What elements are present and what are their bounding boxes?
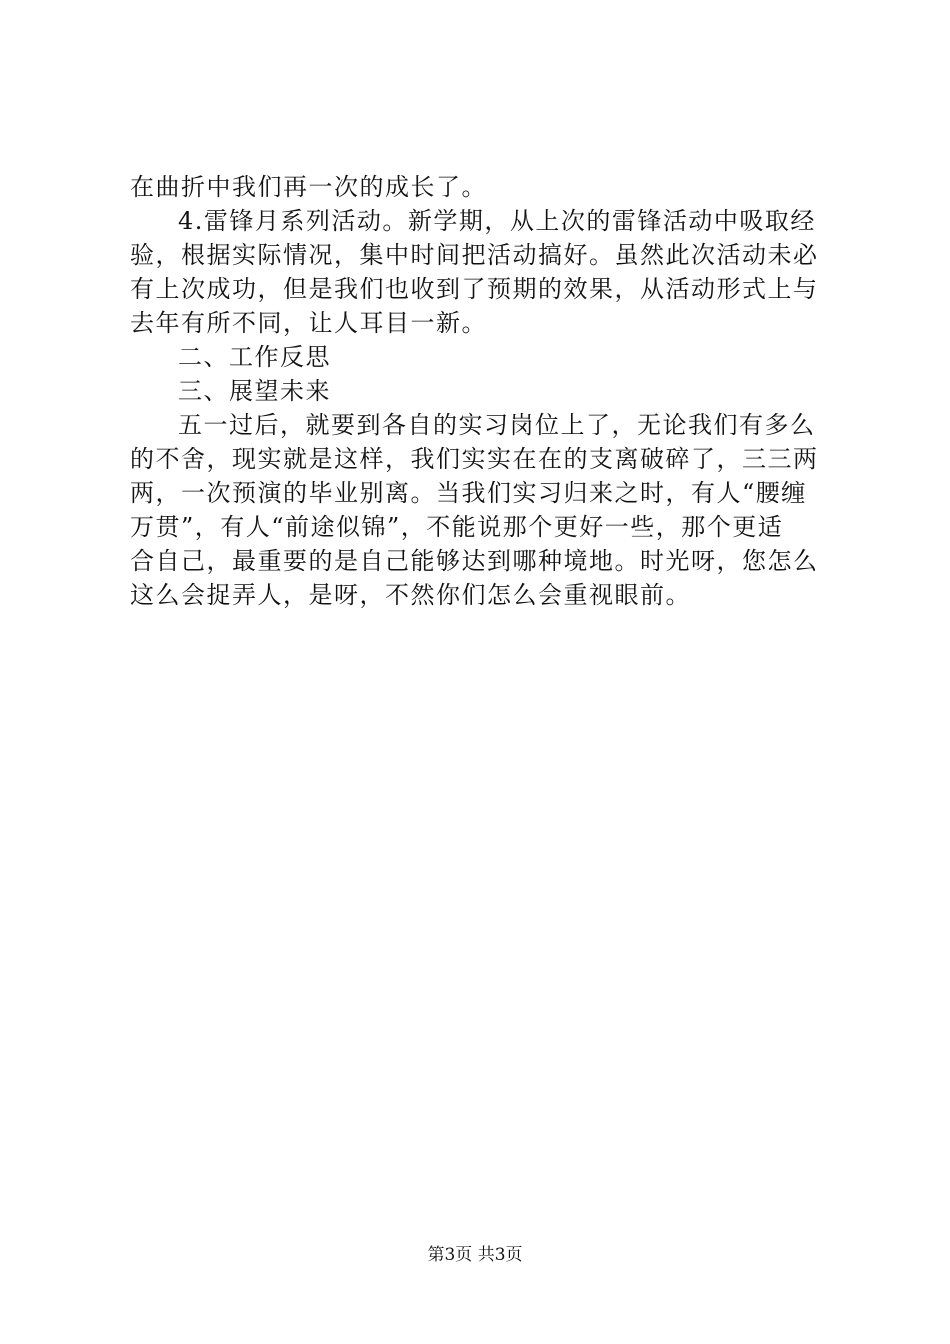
- text-line: 两，一次预演的毕业别离。当我们实习归来之时，有人“腰缠: [130, 479, 807, 507]
- page-footer: [0, 1244, 950, 1266]
- text-line: 有上次成功，但是我们也收到了预期的效果，从活动形式上与: [130, 275, 819, 303]
- text-line: 4.雷锋月系列活动。新学期，从上次的雷锋活动中吸取经: [178, 207, 816, 235]
- page-number: 第3页 共3页: [427, 1245, 523, 1265]
- text-line: 去年有所不同，让人耳目一新。: [130, 309, 487, 337]
- document-body: [130, 170, 830, 612]
- text-line: 的不舍，现实就是这样，我们实实在在的支离破碎了，三三两: [130, 445, 819, 473]
- text-line: 验，根据实际情况，集中时间把活动搞好。虽然此次活动未必: [130, 241, 819, 269]
- text-line: 在曲折中我们再一次的成长了。: [130, 173, 487, 201]
- text-line: 五一过后，就要到各自的实习岗位上了，无论我们有多么: [178, 411, 816, 439]
- text-line: 万贯”，有人“前途似锦”，不能说那个更好一些，那个更适: [130, 513, 784, 541]
- text-line: 合自己，最重要的是自己能够达到哪种境地。时光呀，您怎么: [130, 547, 819, 575]
- section-heading: 三、展望未来: [178, 377, 331, 405]
- text-line: 这么会捉弄人，是呀，不然你们怎么会重视眼前。: [130, 581, 691, 609]
- section-heading: 二、工作反思: [178, 343, 331, 371]
